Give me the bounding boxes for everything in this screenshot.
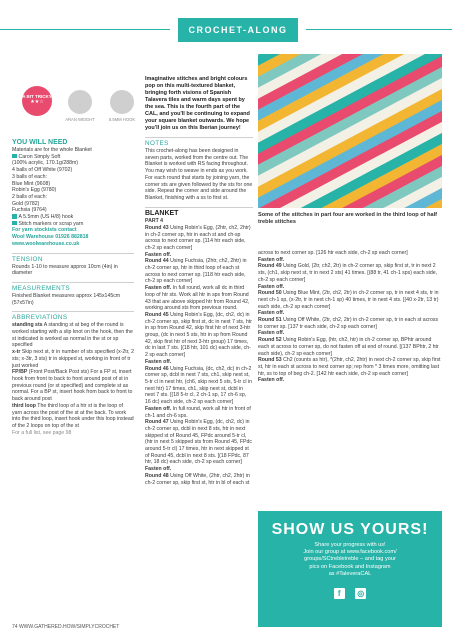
materials-column — [12, 134, 134, 436]
yarn-item — [12, 154, 134, 161]
round-text: Using Robin's Egg, (htr, ch2, htr) in ch-2 corner sp, BPhtr around each st across to corner sp, do not fasten off at end of round. [(137 BPhtr, 2 htr each side), ch-2 sp each corner] — [258, 337, 439, 357]
website-link[interactable]: www.woolwarehouse.co.uk — [12, 240, 80, 247]
round-label: Round 43 — [145, 224, 169, 231]
photo-caption: Some of the stitches in part four are worked in the third loop of half treble stitches — [258, 212, 438, 226]
round-text: Using Off White, (2htr, ch2, 2htr) in ch-2 corner sp, skip first st, htr in bl of each st — [145, 472, 250, 486]
pattern-round — [145, 252, 253, 259]
hook-icon — [110, 90, 134, 114]
pattern-round — [258, 310, 442, 317]
abbreviation-entry — [12, 322, 134, 349]
round-label: Fasten off. — [258, 310, 285, 317]
round-text: Using Robin's Egg, (2htr, ch2, 2htr) in ch-2 corner sp, htr in each st and ch-sp across to next corner sp. [114 htr each side, ch-2 sp each corner] — [145, 224, 251, 251]
round-label: Fasten off. — [258, 330, 285, 337]
round-text: Using Fuchsia, (2htr, ch2, 2htr) in ch-2 corner sp, htr in third loop of each st across to next corner sp. [118 htr each side, ch-2 sp each corner] — [145, 258, 247, 285]
abbreviations-heading: ABBREVIATIONS — [12, 311, 134, 322]
pattern-round — [145, 406, 253, 419]
promo-line: Share your progress with us! — [314, 542, 386, 548]
pattern-round — [145, 466, 253, 473]
notions-item — [12, 221, 134, 228]
yarn-detail: (100% acrylic, 170.1g/288m) — [12, 160, 79, 167]
round-text: Using Robin's Egg, (dc, ch2, dc) in ch-2 corner sp, dcbl in next 8 sts, htr in next skipped st of Round 45, FPdc around 5-tr cl, (htr in next 5 skipped sts from Round 45, FPdc around 5-tr cl) 17 times, htr in next skipped st of Round 45, dcbl in next 8 sts. [(18 FPdc, 87 htr, 18 dc) each side, ch-2 sp each corner] — [145, 419, 252, 466]
round-label: Fasten off. — [258, 283, 285, 290]
round-label: Round 48 — [145, 472, 169, 479]
tension-text: Rounds 1-10 to measure approx 10cm (4in) in diameter — [12, 263, 118, 277]
round-label: Round 52 — [258, 337, 282, 344]
round-label: Round 49 — [258, 263, 282, 270]
pattern-round — [145, 258, 253, 285]
pattern-round — [145, 285, 253, 312]
colour-line: 4 balls of Off White (9702) — [12, 167, 73, 174]
part-label: PART 4 — [145, 218, 164, 225]
header-rule-right — [306, 29, 452, 30]
measurements-heading: MEASUREMENTS — [12, 282, 134, 293]
pattern-round — [258, 377, 442, 384]
section-title: CROCHET-ALONG — [178, 18, 298, 42]
round-text: Using Gold, (2tr, ch2, 2tr) in ch-2 corner sp, skip first st, tr in next 2 sts, (ch1, skip next st, tr in next 2 sts) 41 times. [(88 tr, 41 ch-1 sps) each side, ch-2 sp each corner] — [258, 263, 438, 283]
pattern-round — [145, 419, 253, 466]
round-list — [145, 225, 253, 486]
round-label: Fasten off. — [145, 358, 172, 365]
wool-warehouse-contact: Wool Warehouse 01926 882818 — [12, 234, 89, 241]
continuation-text: across to next corner sp. [126 htr each side, ch-2 sp each corner] — [258, 250, 408, 256]
promo-body — [258, 542, 442, 578]
promo-line: groups/SCtrebletreble – and tag your — [304, 556, 396, 563]
pattern-round — [145, 473, 253, 486]
promo-line: as #TaleveraCAL — [328, 570, 372, 577]
measurements-text: Finished Blanket measures approx 145x145cm (57x57in) — [12, 292, 121, 306]
section-header — [0, 18, 452, 42]
pattern-round — [258, 290, 442, 310]
blanket-photo — [258, 54, 442, 208]
round-label: Fasten off. — [145, 466, 172, 473]
difficulty-stars: ★★☆ — [30, 99, 44, 105]
show-us-yours-box — [258, 511, 442, 627]
abbr-def: Skip next st, tr in number of sts specified (x-2tr, 2 sts; x-3tr, 3 sts) tr in skipped st, working in front of tr just worked — [12, 349, 134, 369]
abbr-def: The third loop of a htr st is the loop of yarn across the post of the st at the back. To work into the third loop, insert hook under this loop instead of the 2 loops on top of the st — [12, 402, 134, 429]
round-label: Round 45 — [145, 311, 169, 318]
bullet-icon — [12, 221, 17, 226]
round-text: Using Blue Mint, (2tr, ch2, 2tr) in ch-2 corner sp, tr in next 4 sts, tr in next ch-1 sp, (x-2tr, tr in next ch-1 sp) 40 times, tr in next 4 sts. [(40 x-2tr, 13 tr) each side, ch-2 sp each corner] — [258, 290, 439, 310]
pattern-continuation-column — [258, 250, 442, 384]
abbr-def: A standing st at beg of the round is worked starting with a slip knot on the hook, then the st indicated is worked as normal in the st or sp specified — [12, 322, 133, 349]
colour-line: 3 balls of each: — [12, 173, 47, 180]
abbr-term: standing sts — [12, 322, 43, 329]
header-rule-left — [0, 29, 170, 30]
pattern-round — [258, 317, 442, 330]
pattern-round — [145, 225, 253, 252]
round-text: Using Robin's Egg, (dc, ch2, dc) in ch-2 corner sp, skip first st, dc in next 7 sts, htr in sp from Round 42, skip first htr of next 3-htr group, (dc in next 5 sts, htr in sp from Round 42, skip first htr of next 3-htr group) 17 times, dc in last 7 sts. [(18 htr, 101 dc) each side, ch-2 sp each corner] — [145, 311, 252, 359]
tension-heading: TENSION — [12, 253, 134, 264]
round-text: In full round, work all htr in front of ch-1 and ch-6 sps. — [145, 405, 251, 419]
round-text: Using Fuchsia, (dc, ch2, dc) in ch-2 corner sp, dcbl in next 7 sts, ch1, skip next st, 5-tr cl in next htr, (ch6, skip next 5 sts, 5-tr cl in next htr) 17 times, ch1, skip next st, dcbl in next 7 sts. [(18 5-tr cl, 2 ch-1 sp, 17 ch-6 sp, 16 dc) each side, ch-2 sp each corner] — [145, 365, 252, 406]
notions-text: Stitch markers or scrap yarn — [18, 220, 84, 227]
instagram-icon[interactable]: ◎ — [355, 588, 366, 599]
page-footer: 74 WWW.GATHERED.HOW/SIMPLYCROCHET — [12, 624, 120, 630]
round-label: Fasten off. — [145, 285, 172, 292]
bullet-icon — [12, 214, 17, 219]
facebook-icon[interactable]: f — [334, 588, 345, 599]
round-text: Ch2 (counts as htr), *(2htr, ch2, 2htr) in next ch-2 corner sp, skip first st, htr in each st across to next corner sp; rep from * 3 times more, omitting last htr, ss to top of beg ch-2. [142 htr each side, ch-2 sp each corner] — [258, 357, 441, 377]
promo-line: pics on Facebook and Instagram — [309, 563, 391, 570]
social-icons — [258, 583, 442, 601]
colour-line: Fuchsia (9764) — [12, 207, 47, 214]
difficulty-label: A BIT TRICKY — [22, 94, 52, 99]
pattern-round — [258, 330, 442, 337]
round-label: Round 46 — [145, 365, 169, 372]
difficulty-badges — [22, 90, 144, 136]
blanket-heading: BLANKET — [145, 207, 253, 219]
round-label: Round 50 — [258, 290, 282, 297]
pattern-round — [258, 263, 442, 283]
promo-line[interactable]: Join our group at www.facebook.com/ — [303, 549, 397, 556]
abbr-term: x-tr — [12, 349, 21, 356]
pattern-round — [145, 366, 253, 406]
bullet-icon — [12, 154, 17, 159]
pattern-round — [145, 359, 253, 366]
stockists-label: For yarn stockists contact — [12, 227, 77, 234]
pattern-round — [258, 357, 442, 377]
yarn-ball-icon — [68, 90, 92, 114]
round-label: Fasten off. — [145, 251, 172, 258]
you-will-need-heading: YOU WILL NEED — [12, 139, 68, 146]
pattern-round — [258, 337, 442, 357]
abbreviation-entry — [12, 403, 134, 430]
round-label: Round 51 — [258, 317, 282, 324]
hook-text: A 5.5mm (US H/8) hook — [18, 214, 74, 221]
round-label: Fasten off. — [258, 256, 285, 263]
round-text: In full round, work all dc in third loop of htr sts. Work all htr in sps from Round 43 that are above skipped htr from Round 42, working around sts from previous round. — [145, 285, 250, 312]
hook-size-caption: 5.5MM HOOK — [108, 117, 136, 122]
round-text: Using Off White, (2tr, ch2, 2tr) in ch-2 corner sp, tr in each st across to corner sp. [137 tr each side, ch-2 sp each corner] — [258, 317, 439, 330]
notes-heading: NOTES — [145, 137, 253, 148]
pattern-round — [145, 312, 253, 359]
hook-item — [12, 214, 134, 221]
difficulty-badge — [22, 86, 52, 116]
abbreviation-entry — [12, 369, 134, 403]
pattern-round — [258, 257, 442, 264]
promo-title: SHOW US YOURS! — [271, 521, 429, 538]
colour-line: Blue Mint (9608) — [12, 180, 51, 187]
notes-text: This crochet-along has been designed in seven parts, worked from the centre out. The Blanket is worked with RS facing throughout. You may wish to weave in ends as you work. For each round that starts by joining yarn, the corner sts are given followed by the sts for one side. Repeat the corner and side around the Blanket, finishing with a ss to first st. — [145, 148, 253, 201]
pattern-column — [145, 76, 253, 486]
abbr-term: FP/BP — [12, 369, 28, 376]
round-label: Round 44 — [145, 258, 169, 265]
round-label: Fasten off. — [258, 377, 285, 384]
colour-line: 2 balls of each: — [12, 193, 47, 200]
intro-text: Imaginative stitches and bright colours pop on this multi-textured blanket, bringing forth visions of Spanish Talavera tiles and warm days spent by the sea. This is the fourth part of the CAL, and you'll be continuing to expand your square blanket outwards. We hope you'll join us on this Iberian journey! — [145, 76, 250, 131]
abbreviation-entry — [12, 349, 134, 369]
materials-intro: Materials are for the whole Blanket — [12, 147, 92, 153]
round-label: Fasten off. — [145, 405, 172, 412]
yarn-weight-caption: ARAN WEIGHT — [65, 117, 95, 122]
yarn-title: Caron Simply Soft — [18, 153, 61, 160]
pattern-round — [258, 284, 442, 291]
abbr-def: (Front Post/Back Post sts) For a FP st, insert hook from front to back to front around post of st in previous round (or st specified) and complete st as normal. For a BP st, insert hook from back to front to back around post — [12, 369, 133, 403]
round-list — [258, 257, 442, 384]
full-list-note: For a full list, see page 98 — [12, 429, 72, 436]
round-label: Round 53 — [258, 357, 282, 364]
colour-line: Gold (9782) — [12, 200, 40, 207]
colour-line: Robin's Egg (9780) — [12, 187, 57, 194]
round-label: Round 47 — [145, 419, 169, 426]
abbr-term: third loop — [12, 402, 36, 409]
